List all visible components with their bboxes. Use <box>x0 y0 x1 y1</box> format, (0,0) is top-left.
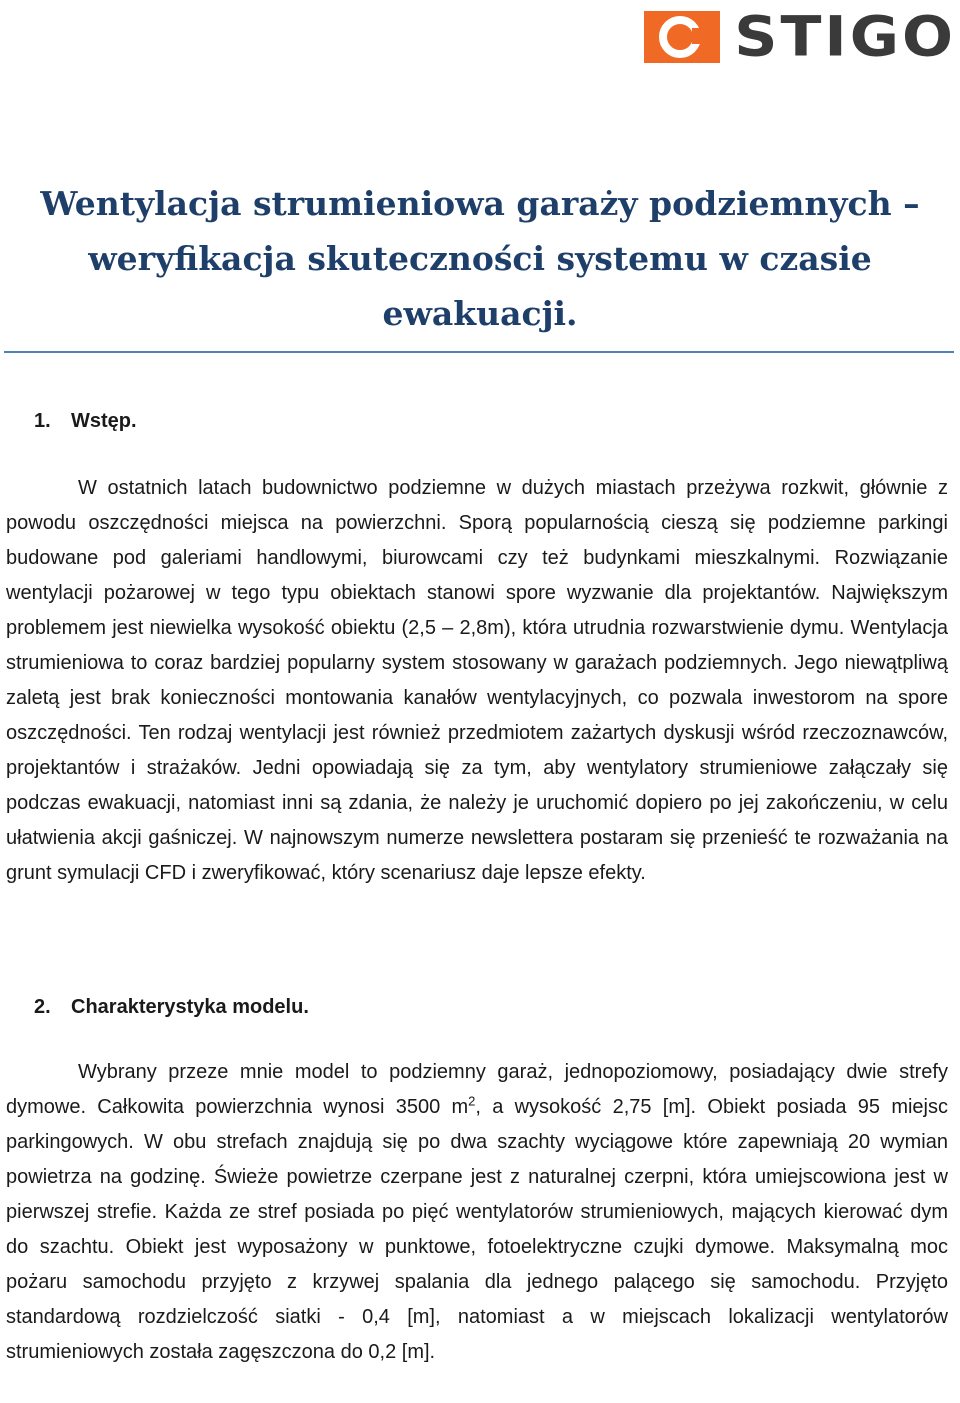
document-title: Wentylacja strumieniowa garaży podziemnych – weryfikacja skuteczności systemu w czasie ewakuacji. <box>40 184 920 333</box>
section-heading-intro <box>34 410 137 433</box>
section-number: 2. <box>34 996 51 1018</box>
stigo-logo <box>644 4 956 70</box>
title-divider <box>4 351 954 353</box>
section-number: 1. <box>34 410 51 432</box>
model-text-part-2: , a wysokość 2,75 [m]. Obiekt posiada 95 miejsc parkingowych. W obu strefach znajdują się po dwa szachty wyciągowe które zapewniają 20 wymian powietrza na godzinę. Świeże powietrze czerpane jest z naturalnej czerpni, która umiejscowiona jest w pierwszej strefie. Każda ze stref posiada po pięć wentylatorów strumieniowych, mających kierować dym do szachtu. Obiekt jest wyposażony w punktowe, fotoelektryczne czujki dymowe. Maksymalną moc pożaru samochodu przyjęto z krzywej spalania dla jednego palącego się samochodu. Przyjęto standardową rozdzielczość siatki - 0,4 [m], natomiast a w miejscach lokalizacji wentylatorów strumieniowych została zagęszczona do 0,2 [m]. <box>6 1096 948 1363</box>
ring-logo-icon <box>644 11 720 63</box>
model-text-part-1: Wybrany przeze mnie model to podziemny garaż, jednopoziomowy, posiadający dwie strefy dymowe. Całkowita powierzchnia wynosi 3500 m <box>6 1061 948 1118</box>
section-title: Charakterystyka modelu. <box>71 996 309 1018</box>
logo-text: STIGO <box>734 4 956 70</box>
intro-paragraph: W ostatnich latach budownictwo podziemne w dużych miastach przeżywa rozkwit, głównie z powodu oszczędności miejsca na powierzchni. Sporą popularnością cieszą się podziemne parkingi budowane pod galeriami handlowymi, biurowcami czy też budynkami mieszkalnymi. Rozwiązanie wentylacji pożarowej w tego typu obiektach stanowi spore wyzwanie dla projektantów. Największym problemem jest niewielka wysokość obiektu (2,5 – 2,8m), która utrudnia rozwarstwienie dymu. Wentylacja strumieniowa to coraz bardziej popularny system stosowany w garażach podziemnych. Jego niewątpliwą zaletą jest brak konieczności montowania kanałów wentylacyjnych, co pozwala inwestorom na spore oszczędności. Ten rodzaj wentylacji jest również przedmiotem zażartych dyskusji wśród rzeczoznawców, projektantów i strażaków. Jedni opowiadają się za tym, aby wentylatory strumieniowe załączały się podczas ewakuacji, natomiast inni są zdania, że należy je uruchomić dopiero po jej zakończeniu, w celu ułatwienia akcji gaśniczej. W najnowszym numerze newslettera postaram się przenieść te rozważania na grunt symulacji CFD i zweryfikować, który scenariusz daje lepsze efekty. <box>6 477 948 884</box>
model-paragraph <box>6 1055 948 1370</box>
area-unit-superscript: 2 <box>468 1093 476 1109</box>
section-heading-model <box>34 996 309 1019</box>
section-title: Wstęp. <box>71 410 137 432</box>
